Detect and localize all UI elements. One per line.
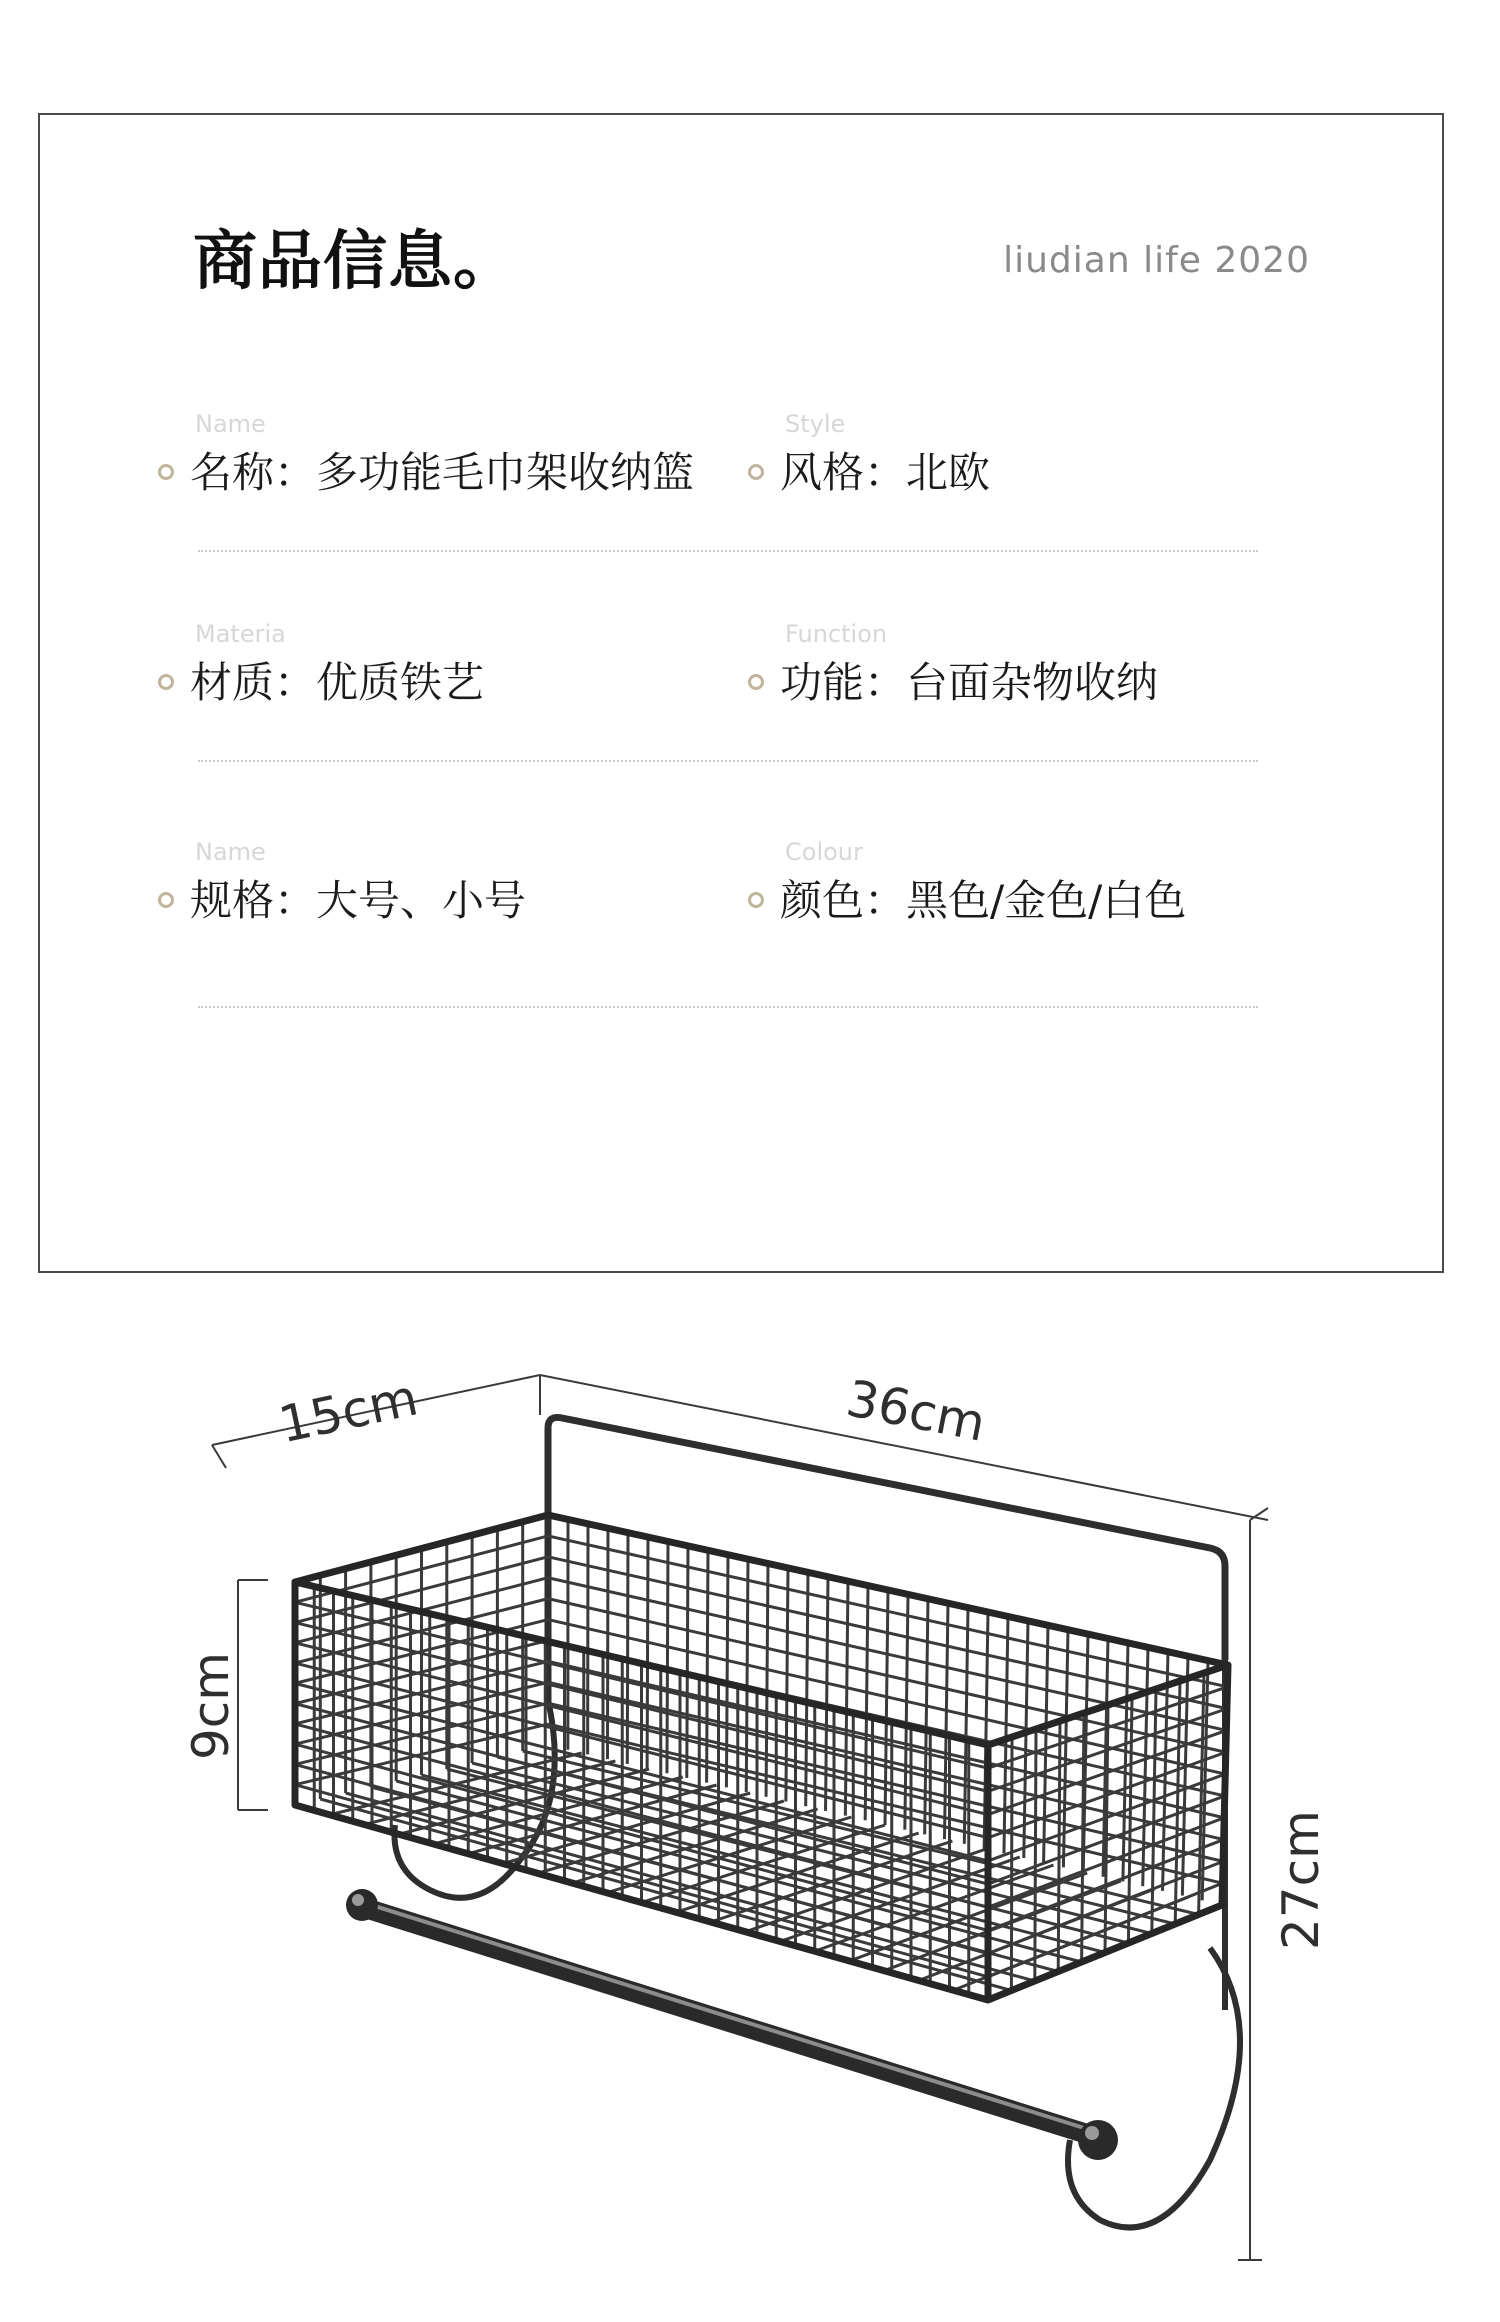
field-label: 材质： bbox=[190, 658, 317, 707]
field-hint: Name bbox=[195, 410, 266, 438]
mesh-wire bbox=[1123, 1643, 1128, 1882]
mesh-wire bbox=[1011, 1737, 1012, 1991]
field-value: 大号、小号 bbox=[316, 876, 527, 925]
mesh-wire bbox=[607, 1528, 608, 1759]
width-label: 36cm bbox=[841, 1369, 991, 1453]
field-hint: Style bbox=[785, 410, 846, 438]
mesh-wire bbox=[1182, 1656, 1188, 1895]
field-value: 北欧 bbox=[906, 448, 991, 497]
mesh-wire bbox=[1082, 1713, 1084, 1962]
depth-tick bbox=[212, 1445, 226, 1468]
info-row bbox=[158, 838, 1218, 1008]
bullet-icon bbox=[748, 674, 764, 690]
mesh-wire bbox=[746, 1559, 748, 1792]
field-label: 规格： bbox=[190, 876, 317, 925]
mesh-wire bbox=[667, 1541, 668, 1773]
mesh-wire bbox=[1044, 1625, 1048, 1862]
mesh-wire bbox=[726, 1555, 728, 1788]
field-text bbox=[190, 440, 694, 500]
bullet-icon bbox=[158, 674, 174, 690]
product-dimension-diagram bbox=[0, 1310, 1500, 2310]
mesh-wire bbox=[1058, 1721, 1060, 1972]
info-row bbox=[158, 620, 1218, 790]
field-value: 黑色/金色/白色 bbox=[906, 876, 1187, 925]
field-label: 名称： bbox=[190, 448, 317, 497]
field-label: 颜色： bbox=[780, 876, 907, 925]
mesh-wire bbox=[1152, 1689, 1156, 1934]
mesh-wire bbox=[687, 1546, 688, 1778]
bullet-icon bbox=[158, 892, 174, 908]
section-title: 商品信息。 bbox=[193, 225, 518, 299]
info-row bbox=[158, 410, 1218, 580]
right-hook bbox=[1068, 1948, 1240, 2228]
towel-bar-left-cap bbox=[346, 1889, 378, 1921]
divider bbox=[198, 1006, 1258, 1008]
divider bbox=[198, 550, 1258, 552]
mesh-wire bbox=[707, 1550, 708, 1782]
field-value: 台面杂物收纳 bbox=[906, 658, 1159, 707]
field-hint: Colour bbox=[785, 838, 863, 866]
field-value: 多功能毛巾架收纳篮 bbox=[316, 448, 695, 497]
bullet-icon bbox=[748, 892, 764, 908]
field-hint: Name bbox=[195, 838, 266, 866]
divider bbox=[198, 760, 1258, 762]
field-label: 风格： bbox=[780, 448, 907, 497]
field-hint: Materia bbox=[195, 620, 286, 648]
mesh-wire bbox=[1175, 1681, 1180, 1924]
mesh-wire bbox=[1128, 1697, 1132, 1943]
field-hint: Function bbox=[785, 620, 888, 648]
brand-tagline: liudian life 2020 bbox=[1003, 240, 1310, 281]
field-text bbox=[780, 650, 1158, 710]
total-height-label: 27cm bbox=[1272, 1810, 1330, 1950]
mesh-wire bbox=[766, 1564, 768, 1797]
mesh-wire bbox=[1035, 1729, 1036, 1981]
mesh-wire bbox=[647, 1537, 648, 1768]
bullet-icon bbox=[748, 464, 764, 480]
mesh-wire bbox=[1143, 1647, 1148, 1886]
depth-label: 15cm bbox=[273, 1368, 423, 1455]
bullet-icon bbox=[158, 464, 174, 480]
field-value: 优质铁艺 bbox=[316, 658, 485, 707]
field-text bbox=[190, 650, 484, 710]
field-label: 功能： bbox=[780, 658, 907, 707]
towel-bar-right-cap bbox=[1078, 2120, 1118, 2160]
field-text bbox=[190, 868, 526, 928]
field-text bbox=[780, 440, 990, 500]
mesh-wire bbox=[627, 1533, 628, 1764]
basket-height-label: 9cm bbox=[182, 1651, 240, 1760]
field-text bbox=[780, 868, 1186, 928]
